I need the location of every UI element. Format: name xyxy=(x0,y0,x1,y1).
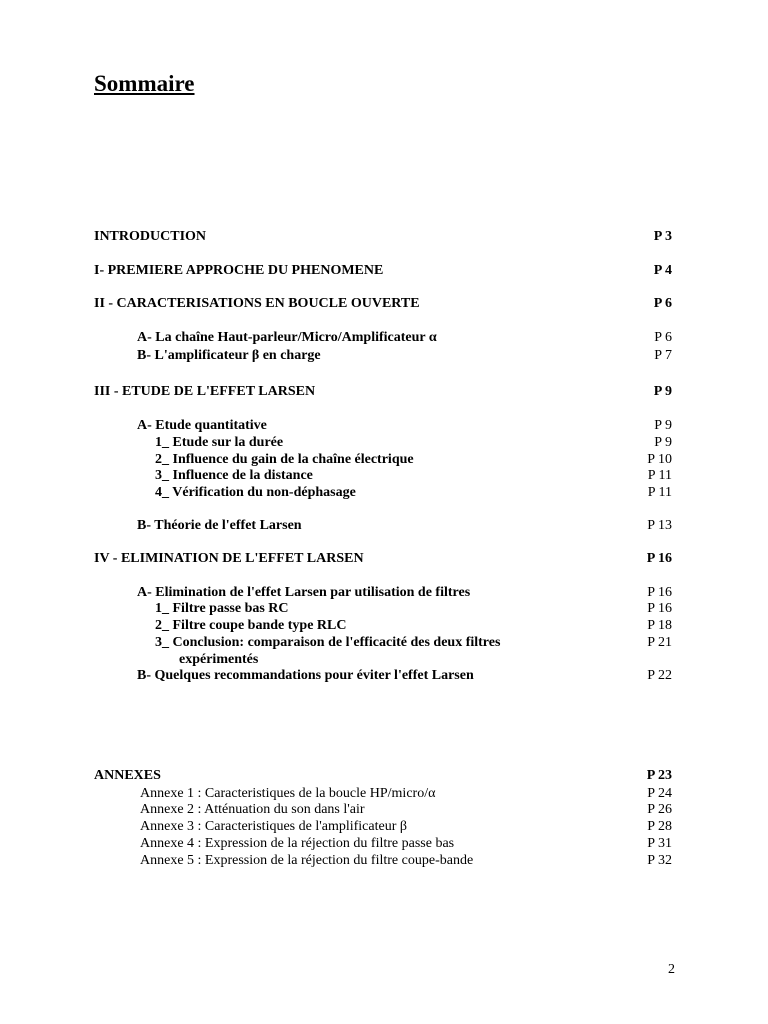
toc-entry-label[interactable]: Annexe 1 : Caracteristiques de la boucle HP/micro/α xyxy=(140,786,436,801)
toc-entry-page[interactable]: P 31 xyxy=(647,836,672,851)
toc-row xyxy=(0,467,768,484)
toc-row xyxy=(0,818,768,835)
toc-entry-label[interactable]: 1_ Etude sur la durée xyxy=(155,435,284,450)
toc-entry-page[interactable]: P 9 xyxy=(654,418,672,433)
toc-entry-page[interactable]: P 16 xyxy=(646,551,672,566)
toc-entry-label[interactable]: B- Théorie de l'effet Larsen xyxy=(137,518,302,533)
toc-entry-label[interactable]: B- Quelques recommandations pour éviter l'effet Larsen xyxy=(137,668,474,683)
toc-entry-label[interactable]: I- PREMIERE APPROCHE DU PHENOMENE xyxy=(94,263,384,278)
toc-entry-label[interactable]: 2_ Filtre coupe bande type RLC xyxy=(155,618,347,633)
toc-entry-page[interactable]: P 3 xyxy=(653,229,672,244)
toc-row xyxy=(0,228,768,245)
toc-entry-page[interactable]: P 21 xyxy=(647,635,672,650)
toc-entry-label[interactable]: Annexe 5 : Expression de la réjection du filtre coupe-bande xyxy=(140,853,474,868)
toc-entry-page[interactable]: P 11 xyxy=(647,468,672,483)
toc-row xyxy=(0,801,768,818)
toc-entry-page[interactable]: P 6 xyxy=(654,330,672,345)
page-title: Sommaire xyxy=(94,71,195,96)
toc-entry-page[interactable]: P 4 xyxy=(653,263,672,278)
toc-entry-label[interactable]: 1_ Filtre passe bas RC xyxy=(155,601,289,616)
toc-entry-label[interactable]: INTRODUCTION xyxy=(94,229,207,244)
toc-entry-label[interactable]: Annexe 4 : Expression de la réjection du filtre passe bas xyxy=(140,836,455,851)
toc-entry-label[interactable]: Annexe 3 : Caracteristiques de l'amplificateur β xyxy=(140,819,407,834)
toc-row xyxy=(0,785,768,802)
toc-entry-page[interactable]: P 26 xyxy=(647,802,672,817)
toc-row xyxy=(0,651,768,668)
toc-row xyxy=(0,417,768,434)
toc-entry-label[interactable]: ANNEXES xyxy=(94,768,161,783)
toc-row xyxy=(0,484,768,501)
toc-entry-page[interactable]: P 24 xyxy=(647,786,672,801)
toc-row xyxy=(0,767,768,784)
toc-row xyxy=(0,600,768,617)
toc-entry-page[interactable]: P 11 xyxy=(647,485,672,500)
toc-row xyxy=(0,295,768,312)
toc-row xyxy=(0,517,768,534)
toc-entry-page[interactable]: P 7 xyxy=(654,348,672,363)
toc-entry-page[interactable]: P 22 xyxy=(647,668,672,683)
toc-row xyxy=(0,347,768,364)
toc-entry-page[interactable]: P 28 xyxy=(647,819,672,834)
toc-entry-label[interactable]: III - ETUDE DE L'EFFET LARSEN xyxy=(94,384,316,399)
toc-entry-label[interactable]: B- L'amplificateur β en charge xyxy=(137,348,321,363)
toc-row xyxy=(0,262,768,279)
toc-row xyxy=(0,634,768,651)
page-number: 2 xyxy=(668,962,675,977)
toc-row xyxy=(0,617,768,634)
toc-entry-label[interactable]: A- Elimination de l'effet Larsen par utilisation de filtres xyxy=(137,585,471,600)
toc-entry-label[interactable]: expérimentés xyxy=(179,652,259,667)
toc-entry-page[interactable]: P 32 xyxy=(647,853,672,868)
toc-entry-label[interactable]: II - CARACTERISATIONS EN BOUCLE OUVERTE xyxy=(94,296,420,311)
toc-entry-label[interactable]: 3_ Conclusion: comparaison de l'efficacité des deux filtres xyxy=(155,635,501,650)
toc-entry-label[interactable]: A- Etude quantitative xyxy=(137,418,267,433)
toc-entry-label[interactable]: IV - ELIMINATION DE L'EFFET LARSEN xyxy=(94,551,364,566)
toc-entry-page[interactable]: P 13 xyxy=(647,518,672,533)
toc-entry-page[interactable]: P 10 xyxy=(647,452,672,467)
toc-row xyxy=(0,852,768,869)
toc-entry-label[interactable]: Annexe 2 : Atténuation du son dans l'air xyxy=(140,802,365,817)
toc-entry-page[interactable]: P 16 xyxy=(647,585,672,600)
toc-row xyxy=(0,434,768,451)
toc-entry-page[interactable]: P 6 xyxy=(653,296,672,311)
toc-entry-page[interactable]: P 9 xyxy=(653,384,672,399)
toc-entry-page[interactable]: P 16 xyxy=(647,601,672,616)
toc-entry-page[interactable]: P 23 xyxy=(646,768,672,783)
toc-row xyxy=(0,329,768,346)
toc-row xyxy=(0,835,768,852)
toc-entry-label[interactable]: 2_ Influence du gain de la chaîne électrique xyxy=(155,452,414,467)
toc-row xyxy=(0,584,768,601)
toc-row xyxy=(0,451,768,468)
toc-entry-label[interactable]: 3_ Influence de la distance xyxy=(155,468,313,483)
toc-entry-label[interactable]: 4_ Vérification du non-déphasage xyxy=(155,485,356,500)
toc-row xyxy=(0,383,768,400)
toc-row xyxy=(0,550,768,567)
toc-entry-label[interactable]: A- La chaîne Haut-parleur/Micro/Amplificateur α xyxy=(137,330,437,345)
toc-entry-page[interactable]: P 18 xyxy=(647,618,672,633)
toc-entry-page[interactable]: P 9 xyxy=(654,435,672,450)
toc-row xyxy=(0,667,768,684)
